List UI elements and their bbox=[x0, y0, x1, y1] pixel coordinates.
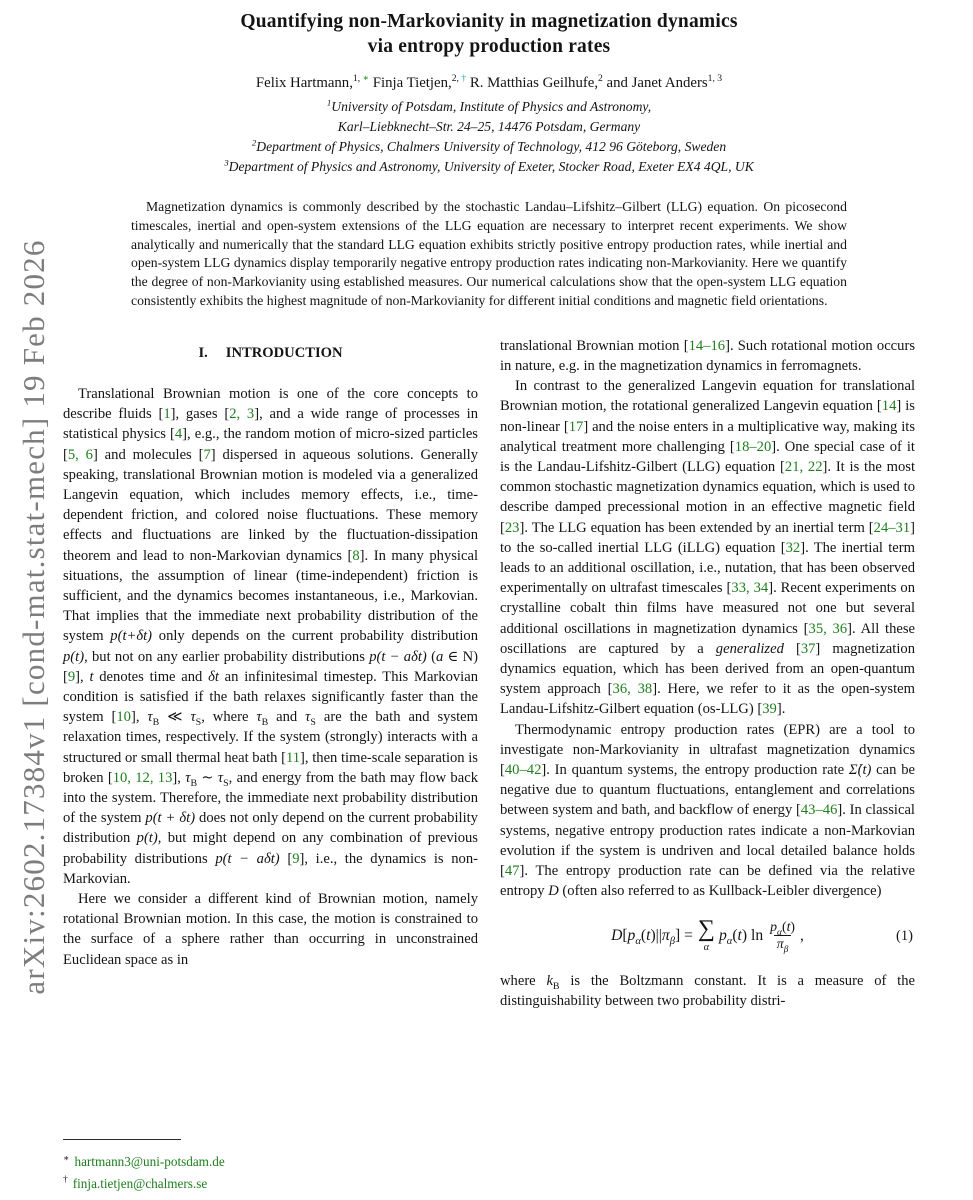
abstract: Magnetization dynamics is commonly described by the stochastic Landau–Lifshitz–Gilbert (LLG) equation. On picosecond timescales, inertial and open-system extensions of the LLG equation are necessary to interpret recent experiments. We show analytically and numerically that the standard LLG equation exhibits strictly positive entropy production rates, while inertial and open-system LLG dynamics display temporarily negative entropy production rates indicating non-Markovianity. Here we quantify the degree of non-Markovianity using established measures. Our numerical calculations show that the open-system LLG equation consistently exhibits the highest magnitude of non-Markovianity for different initial conditions and magnetic field orientations. bbox=[131, 199, 847, 308]
footnote-mark-link[interactable]: ∗ bbox=[362, 72, 370, 84]
two-column-body bbox=[63, 336, 915, 1012]
section-title: INTRODUCTION bbox=[225, 344, 343, 361]
citation-link[interactable]: 14 bbox=[881, 398, 897, 415]
affiliation-line-3: $^2$Department of Physics, Chalmers University of Technology, 412 96 Göteborg, Sweden bbox=[251, 137, 727, 154]
citation-link[interactable]: 18–20 bbox=[734, 438, 772, 455]
section-label: I. bbox=[198, 344, 208, 361]
email-link[interactable]: hartmann3@uni-potsdam.de bbox=[74, 1154, 225, 1170]
citation-link[interactable]: 7 bbox=[203, 446, 211, 463]
citation-link[interactable]: 4 bbox=[174, 426, 183, 443]
paragraph: Thermodynamic entropy production rates (EPR) are a tool to investigate non-Markovianity in ultrafast magnetization dynamics [40–42]. In quantum systems, the entropy production rate Σ̇(t) can be negative due to quantum fluctuations, entanglement and correlations between system and bath, and backflow of energy [43–46]. In classical systems, negative entropy production rates indicate a non-Markovian evolution if the system is undriven and local detailed balance holds [47]. The entropy production rate can be defined via the relative entropy D (often also referred to as Kullback-Leibler divergence) bbox=[500, 721, 916, 900]
affiliation-line-2: Karl–Liebknecht–Str. 24–25, 14476 Potsdam, Germany bbox=[337, 118, 641, 134]
citation-link[interactable]: 11 bbox=[285, 749, 301, 766]
citation-link[interactable]: 2, 3 bbox=[229, 406, 255, 423]
paragraph: Translational Brownian motion is one of the core concepts to describe fluids [1], gases [2, 3], and a wide range of processes in statistical physics [4], e.g., the random motion of micro-sized particles [5, 6] and molecules [7] dispersed in aqueous solutions. Generally speaking, translational Brownian motion is modeled via a generalized Langevin equation, which includes memory effects, i.e., time-dependent friction, and colored noise fluctuations. These memory effects and fluctuations are linked by the fluctuation-dissipation theorem and lead to non-Markovian dynamics [8]. In many physical situations, the assumption of linear (time-independent) friction is sufficient, and the dynamics becomes instantaneous, i.e., Markovian. That implies that the immediate next probability distribution of the system p(t+δt) only depends on the current probability distribution p(t), but not on any earlier probability distributions p(t − aδt) (a ∈ N) [9], t denotes time and δt an infinitesimal timestep. This Markovian condition is satisfied if the bath relaxes significantly faster than the system [10], $\tau_B$ ≪ $\tau_S$, where $\tau_B$ and $\tau_S$ are the bath and system relaxation times, respectively. If the system (strongly) interacts with a structured or small thermal heat bath [11], then time-scale separation is broken [10, 12, 13], $\tau_B$ ∼ $\tau_S$, and energy from the bath may flow back into the system. Therefore, the immediate next probability distribution of the system p(t + δt) does not only depend on the current probability distribution p(t), but might depend on any combination of previous probability distributions p(t − aδt) [9], i.e., the dynamics is non-Markovian. bbox=[63, 385, 479, 887]
citation-link[interactable]: 9 bbox=[67, 668, 76, 685]
citation-link[interactable]: 8 bbox=[352, 547, 360, 564]
citation-link[interactable]: 21, 22 bbox=[784, 458, 823, 475]
equation-number: (1) bbox=[895, 927, 913, 944]
author-line: Felix Hartmann,$^{1,}$ ∗ Finja Tietjen,$^{2,}$ † R. Matthias Geilhufe,$^2$ and Janet Anders$^{1, 3}$ bbox=[255, 72, 723, 91]
citation-link[interactable]: 9 bbox=[292, 850, 300, 867]
email-link[interactable]: finja.tietjen@chalmers.se bbox=[72, 1175, 208, 1191]
affiliation-line-1: $^1$University of Potsdam, Institute of Physics and Astronomy, bbox=[326, 97, 652, 114]
footnote-mark-link[interactable]: † bbox=[461, 72, 467, 84]
paragraph: In contrast to the generalized Langevin equation for translational Brownian motion, the rotational generalized Langevin equation [14] is non-linear [17] and the noise enters in a multiplicative way, making its analytical treatment more challenging [18–20]. One special case of it is the Landau-Lifshitz-Gilbert (LLG) equation [21, 22]. It is the most common stochastic magnetization dynamics equation, which is used to describe damped precessional motion in an effective magnetic field [23]. The LLG equation has been extended by an inertial term [24–31] to the so-called inertial LLG (iLLG) equation [32]. The inertial term leads to an additional oscillation, i.e., nutation, that has been observed experimentally on ultrafast timescales [33, 34]. Recent experiments on crystalline cobalt thin films have measured not one but several additional oscillations in magnetization dynamics [35, 36]. All these oscillations are captured by a generalized [37] magnetization dynamics equation, which has been derived from an open-quantum system approach [36, 38]. Here, we refer to it as the open-system Landau-Lifshitz-Gilbert equation (os-LLG) [39]. bbox=[500, 378, 916, 718]
paragraph: where $k_B$ is the Boltzmann constant. It is a measure of the distinguishability between two probability distri- bbox=[500, 972, 915, 1010]
citation-link[interactable]: 47 bbox=[504, 863, 520, 879]
citation-link[interactable]: 33, 34 bbox=[731, 580, 769, 597]
equation-trail: , bbox=[800, 926, 804, 944]
citation-link[interactable]: 17 bbox=[568, 418, 584, 435]
footnote-area bbox=[63, 1139, 483, 1194]
citation-link[interactable]: 10, 12, 13 bbox=[112, 769, 173, 786]
equation-fraction: $\frac{p_\alpha(t)}{\pi_\beta}$ bbox=[770, 918, 796, 955]
citation-link[interactable]: 23 bbox=[504, 519, 520, 536]
left-column bbox=[63, 336, 478, 1012]
citation-link[interactable]: 39 bbox=[762, 701, 777, 718]
citation-link[interactable]: 36, 38 bbox=[612, 681, 653, 698]
title-line-1: Quantifying non-Markovianity in magnetization dynamics bbox=[240, 11, 738, 32]
affiliation-line-4: $^3$Department of Physics and Astronomy, University of Exeter, Stocker Road, Exeter EX4 4QL, UK bbox=[224, 157, 754, 175]
footnote-item bbox=[63, 1151, 483, 1172]
paragraph: Here we consider a different kind of Brownian motion, namely rotational Brownian motion. In this case, the motion is constrained to the surface of a sphere rather than occurring in unconstrained Euclidean space as in bbox=[63, 891, 478, 968]
paper-title bbox=[63, 9, 915, 60]
paper-content bbox=[63, 0, 915, 1011]
arxiv-watermark: arXiv:2602.17384v1 [cond-mat.stat-mech] 19 Feb 2026 bbox=[16, 239, 51, 995]
citation-link[interactable]: 14–16 bbox=[688, 337, 726, 354]
footnote-item bbox=[63, 1173, 483, 1194]
right-column bbox=[500, 336, 915, 1012]
footnote-rule bbox=[63, 1139, 181, 1140]
equation-mid: $p_\alpha(t)$ ln bbox=[718, 926, 764, 947]
asterisk-footnote-mark: ∗ bbox=[63, 1153, 70, 1164]
section-heading-introduction bbox=[63, 343, 478, 363]
dagger-footnote-mark: † bbox=[63, 1175, 68, 1186]
equation-1 bbox=[500, 917, 915, 954]
citation-link[interactable]: 40–42 bbox=[504, 761, 542, 778]
affiliations bbox=[63, 97, 915, 177]
citation-link[interactable]: 24–31 bbox=[873, 519, 911, 536]
summation-symbol: ∑ α bbox=[697, 916, 715, 954]
citation-link[interactable]: 37 bbox=[800, 640, 816, 657]
citation-link[interactable]: 1 bbox=[163, 406, 171, 423]
citation-link[interactable]: 32 bbox=[785, 539, 801, 556]
citation-link[interactable]: 43–46 bbox=[800, 802, 838, 819]
citation-link[interactable]: 5, 6 bbox=[67, 446, 93, 463]
paragraph: translational Brownian motion [14–16]. Such rotational motion occurs in nature, e.g. in the magnetization dynamics in ferromagnets. bbox=[500, 337, 915, 374]
equation-lhs: $D[p_\alpha(t)||\pi_\beta]$ = bbox=[611, 926, 693, 947]
citation-link[interactable]: 10 bbox=[116, 709, 131, 726]
citation-link[interactable]: 35, 36 bbox=[808, 620, 848, 637]
title-line-2: via entropy production rates bbox=[367, 36, 611, 58]
